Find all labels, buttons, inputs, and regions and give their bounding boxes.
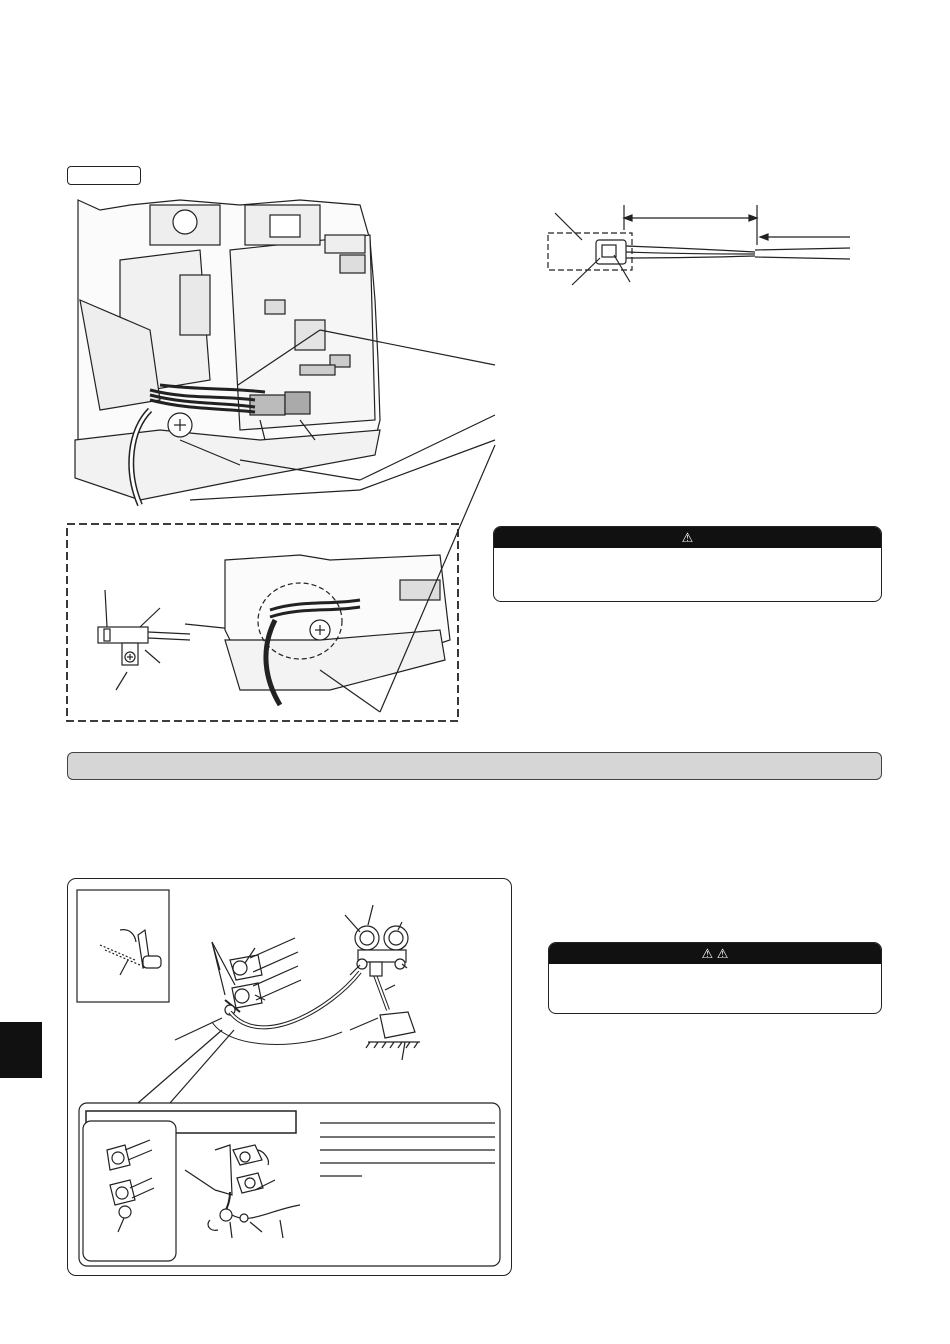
warning-triangle-icon: ⚠ ⚠: [701, 946, 729, 961]
warning-header: [549, 943, 881, 964]
warning-box-2: [548, 942, 882, 1014]
warning-body: [549, 964, 881, 976]
inset-title: [90, 1114, 290, 1130]
warning-triangle-icon: ⚠: [681, 530, 694, 545]
